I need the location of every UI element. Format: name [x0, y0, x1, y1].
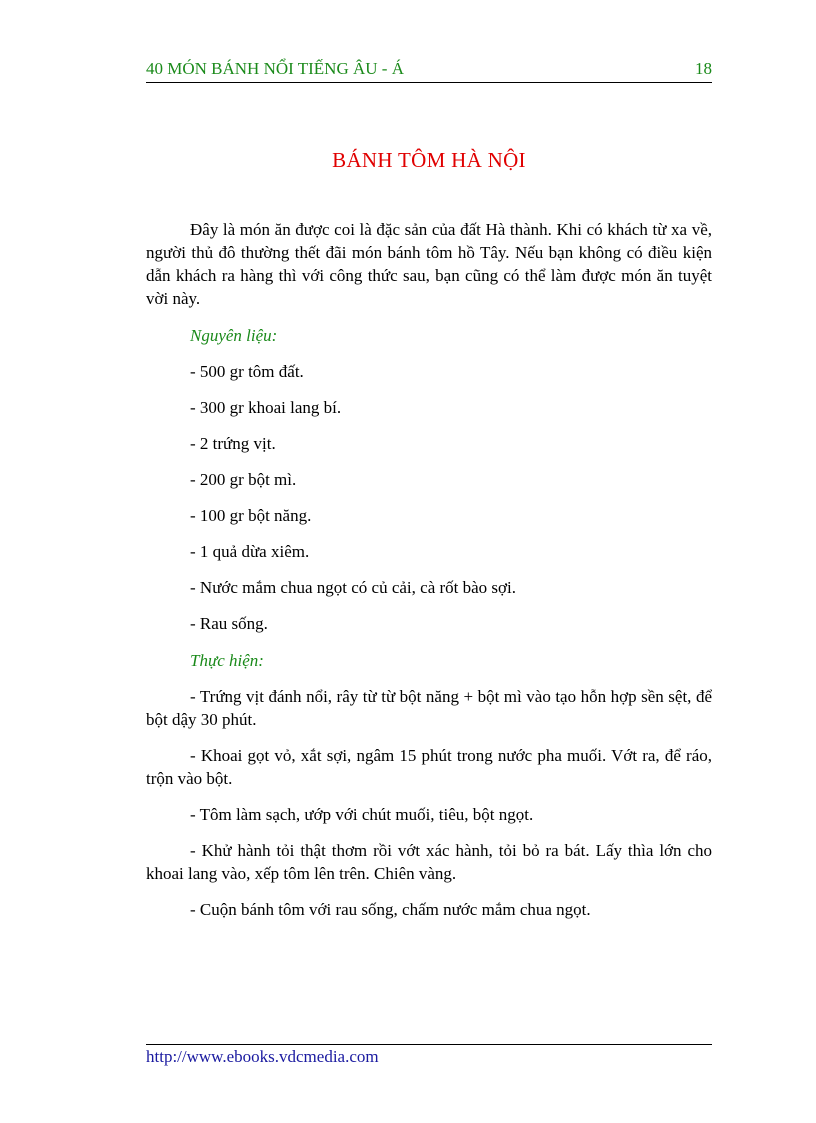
ingredient-item: - 2 trứng vịt. [190, 434, 276, 453]
book-title: 40 MÓN BÁNH NỔI TIẾNG ÂU - Á [146, 59, 404, 78]
ingredient-item: - 200 gr bột mì. [190, 470, 297, 489]
ingredient-item: - 500 gr tôm đất. [190, 362, 304, 381]
method-step: - Khoai gọt vỏ, xắt sợi, ngâm 15 phút trong nước pha muối. Vớt ra, để ráo, trộn vào bột. [146, 746, 712, 788]
ingredient-item: - Nước mắm chua ngọt có củ cải, cà rốt bào sợi. [190, 578, 516, 597]
recipe-title: BÁNH TÔM HÀ NỘI [332, 148, 526, 172]
method-step: - Trứng vịt đánh nổi, rây từ từ bột năng + bột mì vào tạo hỗn hợp sền sệt, để bột dậy 30 phút. [146, 687, 712, 729]
recipe-body [146, 218, 712, 921]
page-number: 18 [695, 59, 712, 78]
page-header [146, 56, 712, 83]
method-step: - Khử hành tỏi thật thơm rồi vớt xác hành, tỏi bỏ ra bát. Lấy thìa lớn cho khoai lang vào, xếp tôm lên trên. Chiên vàng. [146, 841, 712, 883]
ingredient-item: - 1 quả dừa xiêm. [190, 542, 310, 561]
ingredients-heading: Nguyên liệu: [190, 326, 278, 345]
method-step: - Cuộn bánh tôm với rau sống, chấm nước mắm chua ngọt. [190, 900, 591, 919]
intro-paragraph: Đây là món ăn được coi là đặc sản của đất Hà thành. Khi có khách từ xa về, người thủ đô thường thết đãi món bánh tôm hồ Tây. Nếu bạn không có điều kiện dẫn khách ra hàng thì với công thức sau, bạn cũng có thể làm được món ăn tuyệt vời này. [146, 220, 712, 308]
ingredient-item: - 300 gr khoai lang bí. [190, 398, 342, 417]
ingredient-item: - Rau sống. [190, 614, 268, 633]
method-step: - Tôm làm sạch, ướp với chút muối, tiêu, bột ngọt. [190, 805, 534, 824]
method-heading: Thực hiện: [190, 651, 264, 670]
footer-link[interactable]: http://www.ebooks.vdcmedia.com [146, 1047, 379, 1066]
page-footer [146, 1044, 712, 1067]
ingredient-item: - 100 gr bột năng. [190, 506, 312, 525]
